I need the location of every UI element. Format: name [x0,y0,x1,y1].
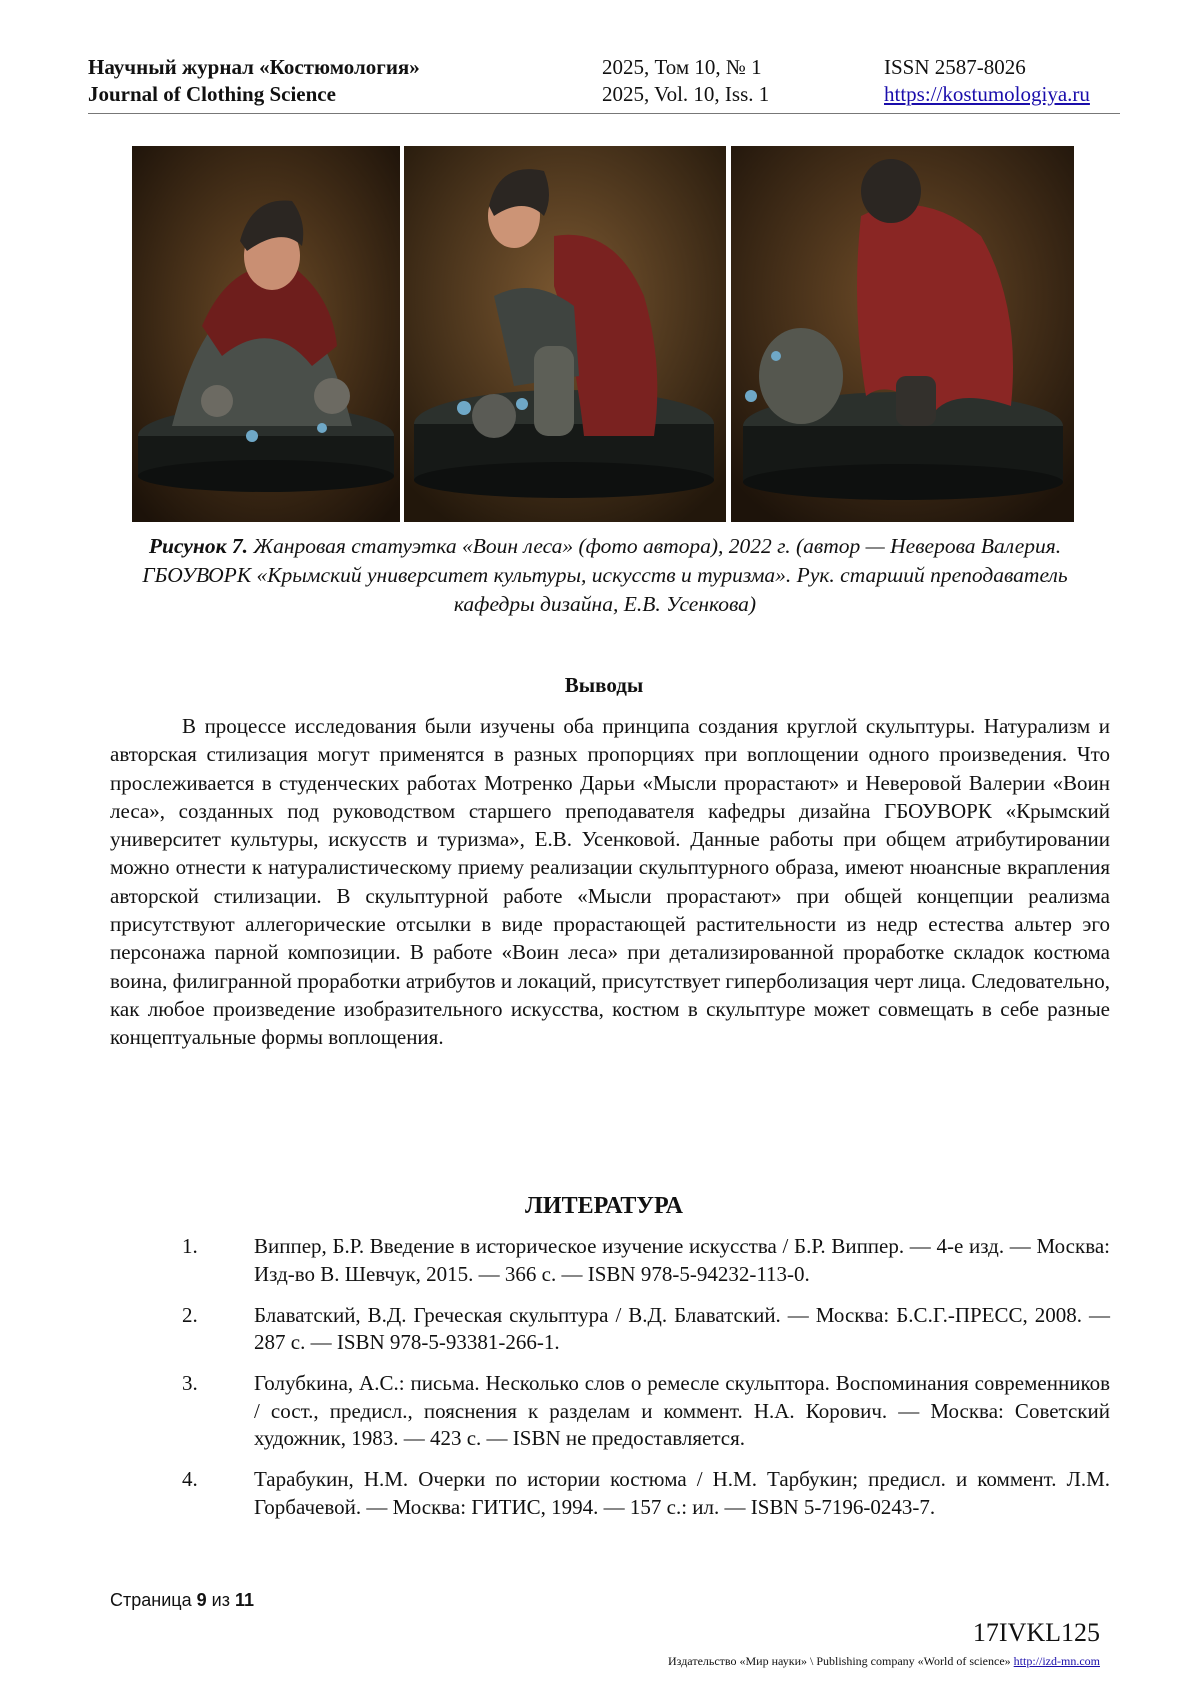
reference-item [110,1466,1110,1521]
total-pages: 11 [234,1590,254,1610]
reference-number: 1. [182,1234,198,1258]
figure-caption [100,532,1110,619]
journal-link[interactable]: https://kostumologiya.ru [884,82,1090,106]
literature-heading: ЛИТЕРАТУРА [525,1193,683,1219]
journal-title [88,54,420,108]
reference-text: Виппер, Б.Р. Введение в историческое изучение искусства / Б.Р. Виппер. — 4-е изд. — Москва: Изд-во В. Шевчук, 2015. — 366 с. — ISBN 978-5-94232-113-0. [254,1234,1110,1286]
reference-item [110,1233,1110,1288]
reference-item [110,1302,1110,1357]
reference-text: Блаватский, В.Д. Греческая скульптура / В.Д. Блаватский. — Москва: Б.С.Г.-ПРЕСС, 2008. — 287 с. — ISBN 978-5-93381-266-1. [254,1302,1110,1354]
figure-photos [132,146,1074,522]
of-word: из [211,1590,230,1610]
article-code: 17IVKL125 [972,1618,1100,1647]
statuette-photo-side [404,146,726,522]
statuette-photo-back [731,146,1074,522]
journal-title-ru: Научный журнал «Костюмология» [88,55,420,79]
figure-label: Рисунок 7. [148,534,249,558]
reference-number: 4. [182,1467,198,1491]
issue-en: 2025, Vol. 10, Iss. 1 [602,82,770,106]
issn-block [884,54,1090,108]
issue-ru: 2025, Том 10, № 1 [602,55,762,79]
page-word: Страница [110,1590,192,1610]
reference-item [110,1370,1110,1453]
reference-number: 2. [182,1302,198,1327]
conclusions-paragraph: В процессе исследования были изучены оба принципа создания круглой скульптуры. Натурализм и авторская стилизация могут применятся в разных пропорциях при воплощении одного произведения. Что прослеживается в студенческих работах Мотренко Дарьи «Мысли прорастают» и Неверовой Валерии «Воин леса», созданных под руководством старшего преподавателя кафедры дизайна ГБОУВОРК «Крымский университет культуры, искусств и туризма», Е.В. Усенковой. Данные работы при общем атрибутировании можно отнести к натуралистическому приему реализации скульптурного образа, имеют нюансные вкрапления авторской стилизации. В скульптурной работе «Мысли прорастают» при общей концепции реализма присутствуют аллегорические отсылки в виде прорастающей растительности из недр естества альтер эго персонажа парной композиции. В работе «Воин леса» при детализированной проработке складок костюма воина, филигранной проработки атрибутов и локаций, присутствует гиперболизация черт лица. Следовательно, как любое произведение изобразительного искусства, костюм в скульптуре может совмещать в себе разные концептуальные формы воплощения. [110,714,1110,1050]
publisher-link[interactable]: http://izd-mn.com [1013,1654,1100,1668]
page-number [110,1590,254,1611]
journal-title-en: Journal of Clothing Science [88,82,336,106]
reference-list [110,1233,1110,1535]
reference-number: 3. [182,1371,198,1395]
conclusions-heading: Выводы [564,673,644,697]
reference-text: Голубкина, А.С.: письма. Несколько слов о ремесле скульптора. Воспоминания современников / сост., предисл., пояснения к разделам и коммент. Н.А. Корович. — Москва: Советский художник, 1983. — 423 с. — ISBN не предоставляется. [254,1371,1110,1450]
current-page: 9 [196,1590,207,1610]
issue-info [602,54,769,108]
publisher-line [668,1654,1100,1669]
statuette-photo-front [132,146,400,522]
reference-text: Тарабукин, Н.М. Очерки по истории костюма / Н.М. Тарбукин; предисл. и коммент. Л.М. Горбачевой. — Москва: ГИТИС, 1994. — 157 с.: ил. — ISBN 5-7196-0243-7. [254,1467,1110,1519]
figure-caption-text: Жанровая статуэтка «Воин леса» (фото автора), 2022 г. (автор — Неверова Валерия. ГБОУВОРК «Крымский университет культуры, искусств и туризма». Рук. старший преподаватель кафедры дизайна, Е.В. Усенкова) [142,534,1068,616]
journal-header [88,54,1120,114]
issn: ISSN 2587-8026 [884,55,1026,79]
publisher-name: Издательство «Мир науки» \ Publishing company «World of science» [668,1654,1014,1668]
